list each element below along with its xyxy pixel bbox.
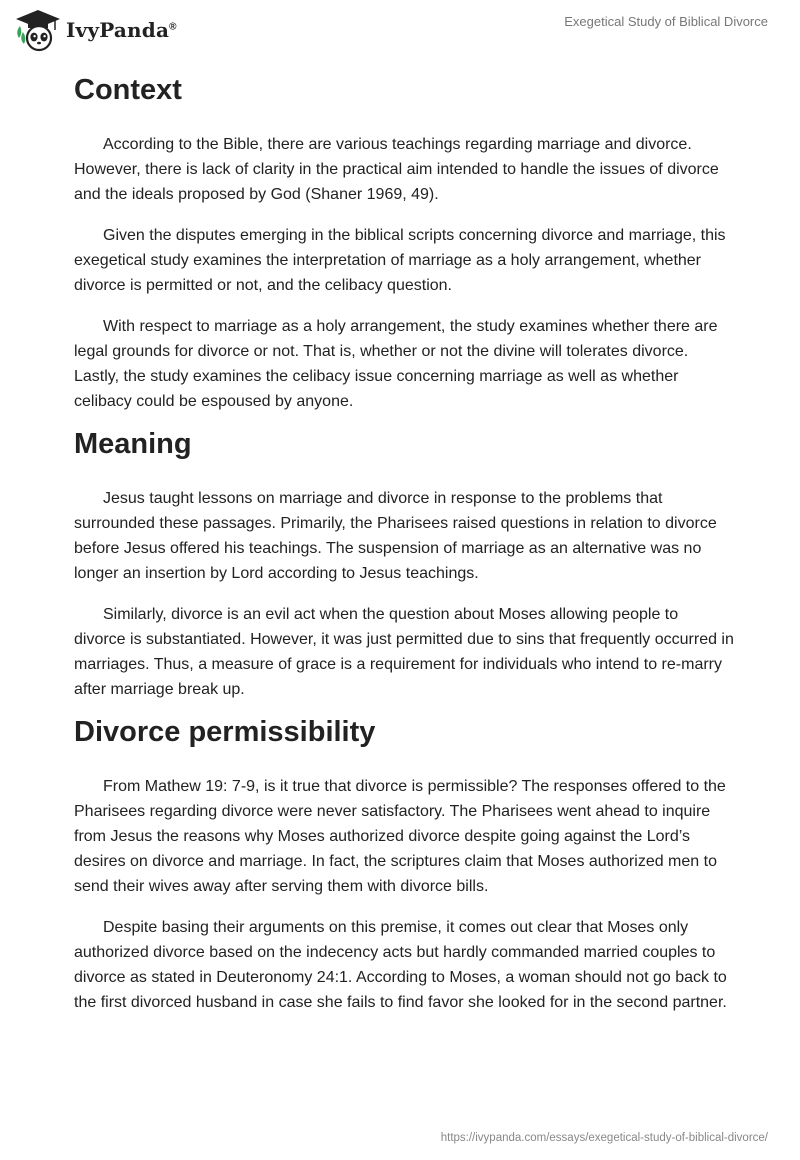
source-url-link[interactable]: https://ivypanda.com/essays/exegetical-study-of-biblical-divorce/ [440,1132,768,1144]
paragraph: According to the Bible, there are various teachings regarding marriage and divorce. However, there is lack of clarity in the practical aim intended to handle the issues of divorce and the ideals proposed by God (Shaner 1969, 49). [74,136,719,203]
paragraph: Given the disputes emerging in the biblical scripts concerning divorce and marriage, this exegetical study examines the interpretation of marriage as a holy arrangement, whether divorce is permitted or not, and the celibacy question. [74,227,726,294]
document-title: Exegetical Study of Biblical Divorce [564,14,768,29]
page-header [0,0,800,60]
section-heading-meaning: Meaning [74,428,192,460]
section-heading-context: Context [74,74,182,106]
paragraph: Similarly, divorce is an evil act when the question about Moses allowing people to divorce is substantiated. However, it was just permitted due to sins that frequently occurred in marriages. Thus, a measure of grace is a requirement for individuals who intend to re-marry after marriage break up. [74,606,734,698]
paragraph: Despite basing their arguments on this premise, it comes out clear that Moses only authorized divorce based on the indecency acts but hardly commanded married couples to divorce as stated in Deuteronomy 24:1. According to Moses, a woman should not go back to the first divorced husband in case she fails to find favor she looked for in the second partner. [74,919,727,1011]
essay-body [74,70,734,1015]
panda-graduate-icon [14,8,62,52]
ivypanda-logo[interactable] [14,8,177,52]
section-heading-divorce-permissibility: Divorce permissibility [74,716,376,748]
logo-text: IvyPanda® [66,18,177,42]
paragraph: With respect to marriage as a holy arrangement, the study examines whether there are legal grounds for divorce or not. That is, whether or not the divine will tolerates divorce. Lastly, the study examines the celibacy issue concerning marriage as well as whether celibacy could be espoused by anyone. [74,318,718,410]
paragraph: Jesus taught lessons on marriage and divorce in response to the problems that surrounded these passages. Primarily, the Pharisees raised questions in relation to divorce before Jesus offered his teachings. The suspension of marriage as an alternative was no longer an insertion by Lord according to Jesus teachings. [74,490,717,582]
paragraph: From Mathew 19: 7-9, is it true that divorce is permissible? The responses offered to the Pharisees regarding divorce were never satisfactory. The Pharisees went ahead to inquire from Jesus the reasons why Moses authorized divorce despite going against the Lord’s desires on divorce and marriage. In fact, the scriptures claim that Moses authorized men to send their wives away after serving them with divorce bills. [74,778,726,895]
